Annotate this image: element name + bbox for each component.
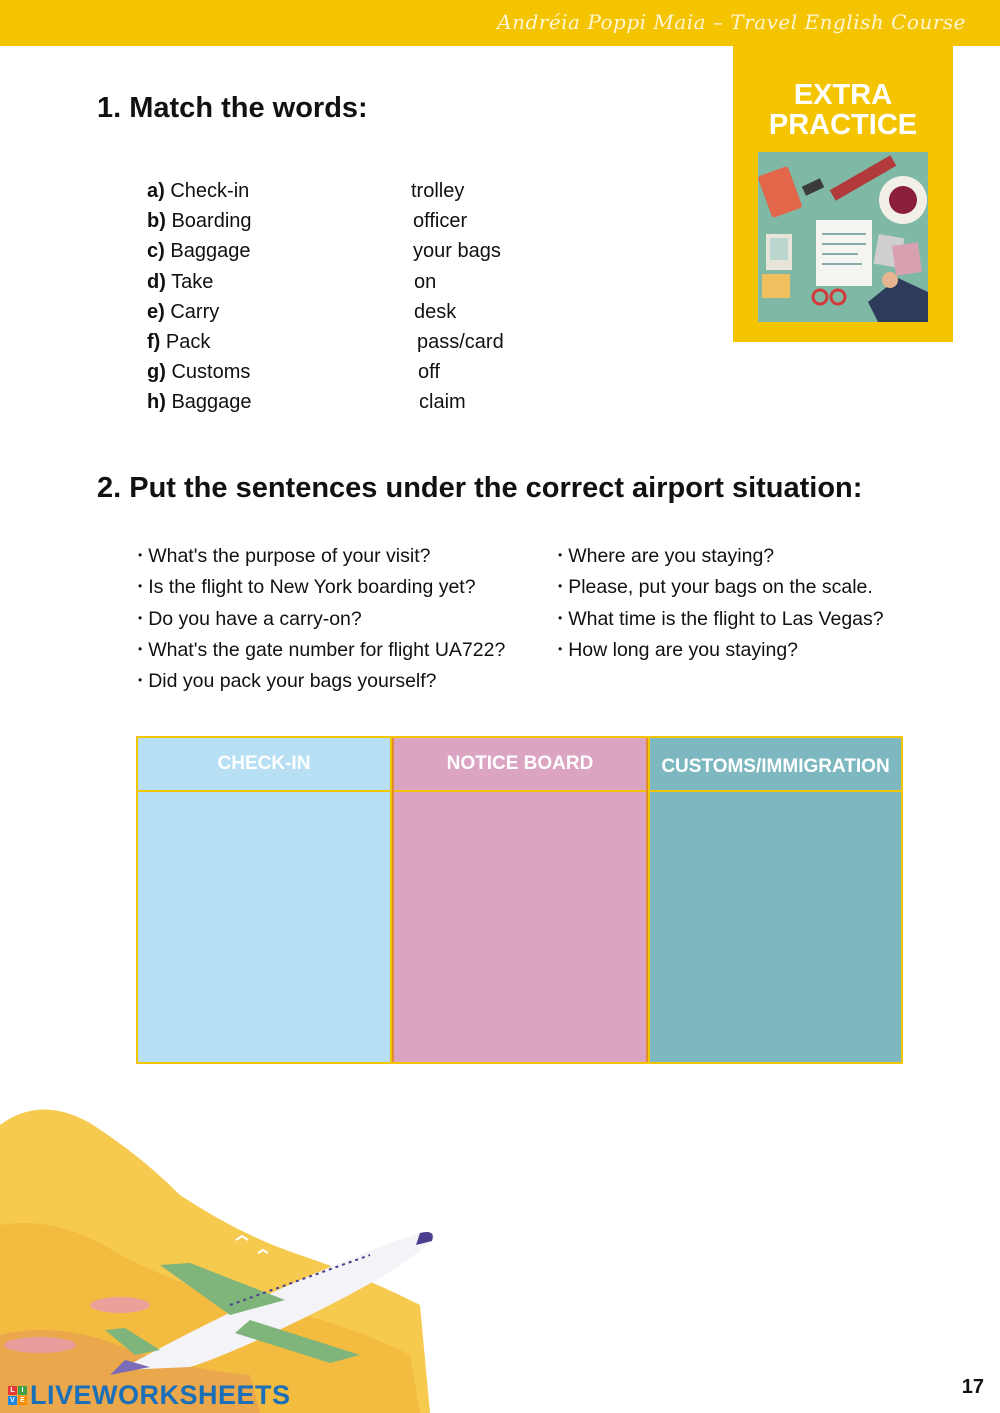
logo-letter: E [18,1396,27,1405]
liveworksheets-logo-icon [8,1386,27,1405]
sentence-text: How long are you staying? [568,638,799,661]
course-title: Andréia Poppi Maia – Travel English Course [497,10,966,34]
item-letter: g) [147,361,166,384]
match-option[interactable]: claim [419,391,466,414]
item-letter: h) [147,391,166,414]
match-option[interactable]: pass/card [417,331,504,354]
section1-title: 1. Match the words: [97,92,368,124]
item-letter: a) [147,180,165,202]
column-notice-board [392,738,648,1062]
sentence-item[interactable] [558,634,884,665]
extra-practice-box [733,46,953,342]
match-option[interactable]: officer [413,210,468,233]
sentence-text: Is the flight to New York boarding yet? [148,576,476,599]
list-item [147,387,252,417]
bullet-icon: • [138,673,143,688]
extra-practice-title [733,80,953,140]
column-header: CHECK-IN [138,738,390,792]
page-number: 17 [961,1376,984,1398]
sentence-item[interactable] [138,634,505,665]
sentence-text: What's the purpose of your visit? [148,545,431,567]
match-option[interactable]: trolley [411,180,465,202]
drop-zone-check-in[interactable] [138,792,390,1062]
bullet-icon: • [558,610,563,625]
bullet-icon: • [138,610,143,625]
section2-title: 2. Put the sentences under the correct airport situation: [97,472,863,504]
list-item [147,236,252,266]
item-word: Check-in [170,180,250,202]
match-option[interactable]: your bags [413,240,501,263]
bullet-icon: • [558,641,563,656]
desk-illustration-icon [758,152,928,322]
item-word: Pack [165,331,211,354]
logo-letter: V [8,1396,17,1405]
brand-logo[interactable] [8,1380,291,1411]
match-left-list [147,176,252,418]
item-word: Baggage [171,391,252,414]
column-header: NOTICE BOARD [394,738,646,792]
item-letter: b) [147,210,166,233]
match-option[interactable]: desk [414,300,457,323]
list-item [147,297,252,327]
column-header: CUSTOMS/IMMIGRATION [650,738,901,792]
header-bar [0,0,1000,46]
extra-practice-line2: PRACTICE [768,109,918,141]
airplane-illustration-icon [0,1105,470,1413]
item-letter: e) [147,300,165,323]
bullet-icon: • [558,579,563,594]
match-right-list [411,176,504,418]
drop-zone-notice-board[interactable] [394,792,646,1062]
bullet-icon: • [138,641,143,656]
sentence-item[interactable] [138,603,505,634]
sentence-text: Did you pack your bags yourself? [148,670,437,693]
sentence-item[interactable] [558,603,884,634]
sentence-list-right [558,540,884,665]
sentence-item[interactable] [558,571,884,602]
column-customs [648,738,901,1062]
item-word: Carry [170,300,220,323]
item-word: Baggage [170,240,251,263]
list-item [147,327,252,357]
list-item [147,267,252,297]
item-letter: f) [147,331,161,354]
brand-name: LIVEWORKSHEETS [30,1380,291,1410]
sentence-text: Do you have a carry-on? [148,607,362,630]
logo-letter: L [8,1386,17,1395]
logo-letter: I [18,1386,27,1395]
item-word: Customs [171,361,251,384]
extra-practice-line1: EXTRA [793,79,893,111]
bullet-icon: • [138,548,143,562]
sorting-table [136,736,903,1064]
drop-zone-customs[interactable] [650,792,901,1062]
item-letter: c) [147,240,165,263]
sentence-item[interactable] [138,665,505,696]
sentence-text: Where are you staying? [568,545,775,567]
list-item [147,206,252,236]
match-option[interactable]: off [418,361,440,384]
sentence-item[interactable] [138,540,505,571]
sentence-text: Please, put your bags on the scale. [568,576,873,599]
item-word: Take [171,270,214,293]
list-item [147,357,252,387]
item-word: Boarding [171,210,252,233]
list-item [147,176,252,206]
bullet-icon: • [138,579,143,594]
sentence-list-left [138,540,505,696]
item-letter: d) [147,270,166,293]
bullet-icon: • [558,548,563,562]
sentence-text: What's the gate number for flight UA722? [148,638,506,661]
sentence-item[interactable] [138,571,505,602]
match-option[interactable]: on [414,270,437,293]
sentence-item[interactable] [558,540,884,571]
column-check-in [138,738,392,1062]
sentence-text: What time is the flight to Las Vegas? [568,607,884,630]
